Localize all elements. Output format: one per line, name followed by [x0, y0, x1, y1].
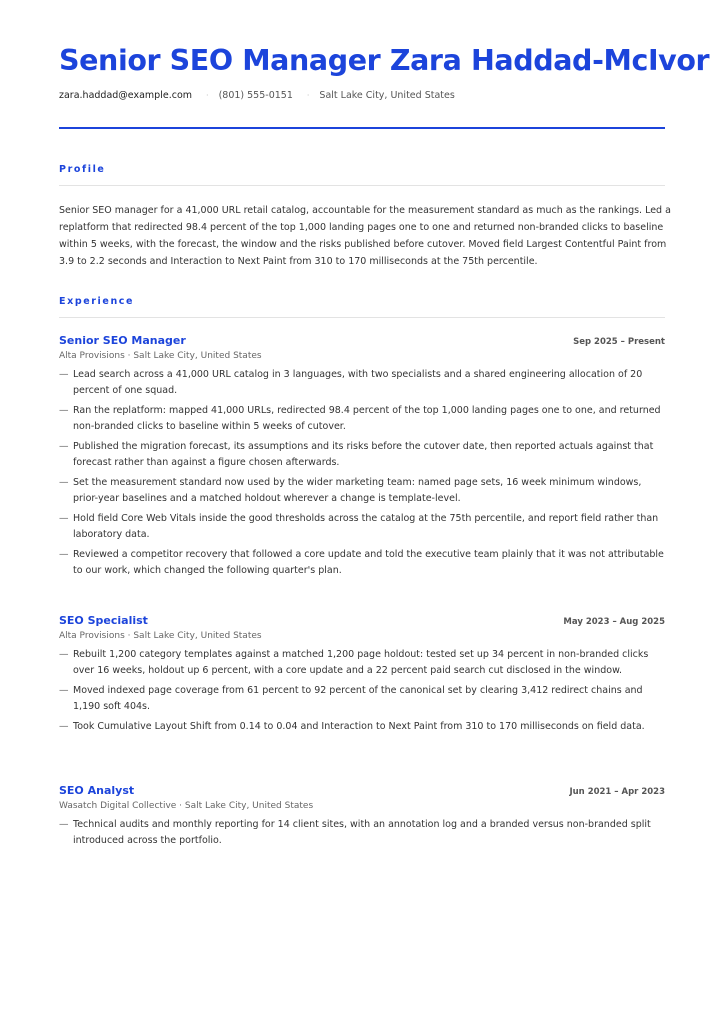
phone-number: (801) 555-0151	[218, 90, 293, 101]
bullet-dash: —	[59, 441, 69, 452]
bullet-text: Set the measurement standard now used by the wider marketing team: named page sets, 16 week minimum windows, prior-year baselines and a matched holdout wherever a change is template-level.	[73, 477, 642, 504]
email-link[interactable]: zara.haddad@example.com	[59, 90, 193, 101]
bullet-item	[59, 439, 665, 471]
bullet-text: Reviewed a competitor recovery that followed a core update and told the executive team plainly that it was not attributable to our work, which changed the following quarter's plan.	[73, 549, 664, 576]
page-title: Senior SEO Manager Zara Haddad-McIvor	[59, 44, 710, 77]
bullet-text: Rebuilt 1,200 category templates against a matched 1,200 page holdout: tested set up 34 percent in non-branded clicks over 16 weeks, holdout up 6 percent, with a core update and a 22 percent paid search cut disclosed in the window.	[73, 649, 649, 676]
bullet-item	[59, 475, 665, 507]
experience-role	[59, 614, 665, 739]
bullet-dash: —	[59, 477, 69, 488]
role-header	[59, 334, 665, 347]
bullet-text: Lead search across a 41,000 URL catalog in 3 languages, with two specialists and a shared engineering allocation of 20 percent of one squad.	[73, 369, 643, 396]
experience-role	[59, 784, 665, 853]
experience-role	[59, 334, 665, 583]
section-divider	[59, 317, 665, 318]
bullet-item	[59, 403, 665, 435]
bullet-dash: —	[59, 721, 69, 732]
bullet-text: Took Cumulative Layout Shift from 0.14 to 0.04 and Interaction to Next Paint from 310 to 170 milliseconds on field data.	[73, 721, 645, 732]
bullet-item	[59, 547, 665, 579]
role-bullets	[59, 367, 665, 579]
bullet-item	[59, 367, 665, 399]
role-title: SEO Analyst	[59, 784, 135, 797]
bullet-text: Technical audits and monthly reporting for 14 client sites, with an annotation log and a branded versus non-branded split introduced across the portfolio.	[73, 819, 651, 846]
bullet-item	[59, 511, 665, 543]
bullet-item	[59, 683, 665, 715]
bullet-dash: —	[59, 405, 69, 416]
contact-separator: ·	[206, 91, 209, 100]
profile-summary: Senior SEO manager for a 41,000 URL retail catalog, accountable for the measurement standard as much as the rankings. Led a replatform that redirected 98.4 percent of the top 1,000 landing pages one to one and returned non-branded clicks to baseline within 5 weeks, with the forecast, the window and the risks published before cutover. Moved field Largest Contentful Paint from 3.9 to 2.2 seconds and Interaction to Next Paint from 310 to 170 milliseconds at the 75th percentile.	[59, 205, 671, 267]
role-title: Senior SEO Manager	[59, 334, 186, 347]
bullet-item	[59, 647, 665, 679]
role-bullets	[59, 647, 665, 735]
section-title-profile: Profile	[59, 164, 106, 175]
bullet-item	[59, 719, 665, 735]
role-header	[59, 614, 665, 627]
role-bullets	[59, 817, 665, 849]
contact-line	[59, 90, 665, 101]
location: Salt Lake City, United States	[319, 90, 455, 101]
role-dates: Sep 2025 – Present	[573, 337, 665, 347]
bullet-text: Ran the replatform: mapped 41,000 URLs, redirected 98.4 percent of the top 1,000 landing pages one to one, and returned non-branded clicks to baseline within 5 weeks of cutover.	[73, 405, 661, 432]
role-header	[59, 784, 665, 797]
bullet-dash: —	[59, 649, 69, 660]
header-divider	[59, 127, 665, 129]
role-organization: Wasatch Digital Collective · Salt Lake City, United States	[59, 801, 314, 811]
role-organization: Alta Provisions · Salt Lake City, United States	[59, 351, 262, 361]
role-dates: May 2023 – Aug 2025	[563, 617, 665, 627]
section-title-experience: Experience	[59, 296, 135, 307]
bullet-text: Moved indexed page coverage from 61 percent to 92 percent of the canonical set by clearing 3,412 redirect chains and 1,190 soft 404s.	[73, 685, 643, 712]
role-dates: Jun 2021 – Apr 2023	[569, 787, 665, 797]
bullet-text: Published the migration forecast, its assumptions and its risks before the cutover date, then reported actuals against that forecast rather than against a figure chosen afterwards.	[73, 441, 654, 468]
bullet-dash: —	[59, 685, 69, 696]
role-title: SEO Specialist	[59, 614, 148, 627]
bullet-dash: —	[59, 549, 69, 560]
section-divider	[59, 185, 665, 186]
bullet-dash: —	[59, 819, 69, 830]
bullet-text: Hold field Core Web Vitals inside the good thresholds across the catalog at the 75th percentile, and report field rather than laboratory data.	[73, 513, 659, 540]
contact-separator: ·	[306, 91, 310, 100]
bullet-item	[59, 817, 665, 849]
bullet-dash: —	[59, 369, 69, 380]
role-organization: Alta Provisions · Salt Lake City, United States	[59, 631, 262, 641]
bullet-dash: —	[59, 513, 69, 524]
